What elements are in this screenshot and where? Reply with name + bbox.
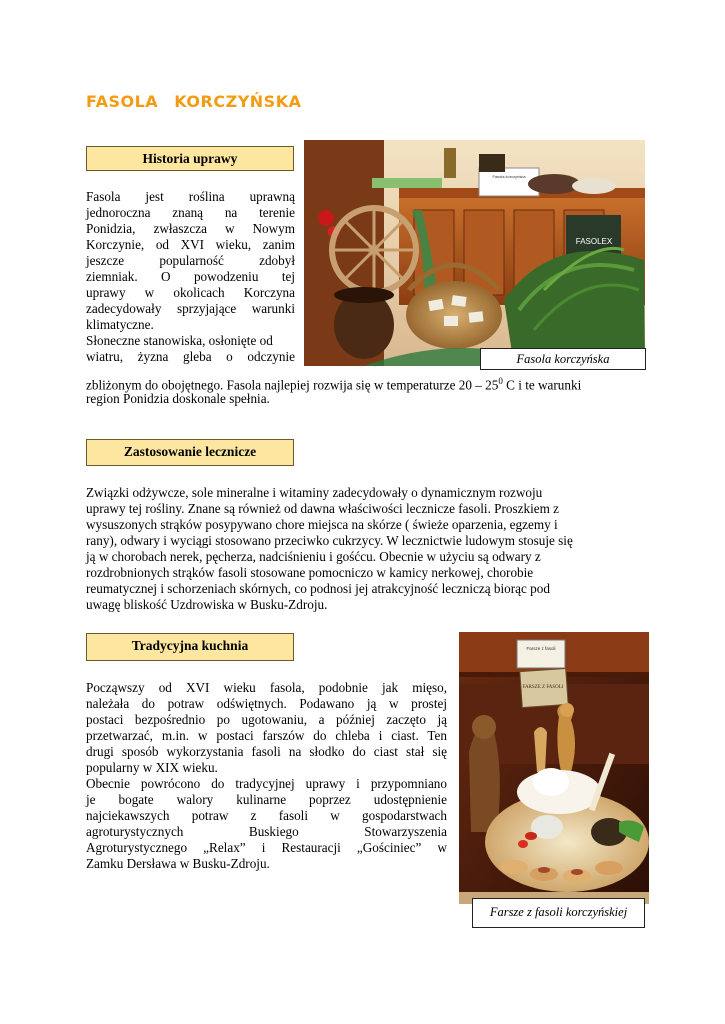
history-line: wiatru, żyzna gleba o odczynie	[86, 349, 295, 364]
section-heading-history	[86, 146, 294, 171]
photo1-label-sign: Fasola korczyńska	[492, 174, 526, 179]
medicine-paragraph	[86, 485, 646, 613]
medicine-line: uprawy tej rośliny. Znane są również od dawna właściwości lecznicze fasoli. Proszkiem z	[86, 501, 559, 516]
medicine-line: ją w chorobach nerek, pęcherza, nadciśnieniu i gośćcu. Obecnie w użyciu są odwary z	[86, 549, 541, 564]
photo1-label-fasolex: FASOLEX	[575, 237, 613, 246]
photo2-label-sign: FARSZE Z FASOLI	[522, 685, 564, 690]
page-title: FASOLA KORCZYŃSKA	[86, 92, 302, 111]
history-line: Korczynie, od XVI wieku, zanim	[86, 237, 295, 252]
cuisine-column	[86, 680, 447, 872]
medicine-line: Związki odżywcze, sole mineralne i witaminy zadecydowały o dynamicznym rozwoju	[86, 485, 543, 500]
history-line: jeszcze popularność zdobył	[86, 253, 295, 268]
history-last-line: region Ponidzia doskonale spełnia.	[86, 391, 270, 406]
history-line: Fasola jest roślina uprawną	[86, 189, 295, 204]
medicine-line: uwagę bliskość Uzdrowiska w Busku-Zdroju.	[86, 597, 328, 612]
section-heading-cuisine	[86, 633, 294, 661]
history-line: uprawy w okolicach Korczyna	[86, 285, 295, 300]
cuisine-line: popularny w XIX wieku.	[86, 760, 218, 775]
cuisine-line: drugi sposób wykorzystania fasoli na słodko do ciast stał się	[86, 744, 447, 759]
cuisine-line: przetwarzać, m.in. w postaci farszów do chleba i ciast. Ten	[86, 728, 447, 743]
degree-superscript: 0	[498, 376, 503, 386]
photo-fillings-image	[459, 632, 649, 904]
cuisine-line: należała do potraw odświętnych. Podawano ją w prostej	[86, 696, 447, 711]
medicine-line: wysuszonych strąków posypywano chore miejsca na skórze ( świeże oparzenia, egzemy i	[86, 517, 558, 532]
photo-beans-image	[304, 140, 645, 366]
cuisine-line: Obecnie powrócono do tradycyjnej uprawy i przypomniano	[86, 776, 447, 791]
section-heading-cuisine-label: Tradycyjna kuchnia	[131, 638, 249, 653]
history-full-line-pre: zbliżonym do obojętnego. Fasola najlepiej rozwija się w temperaturze 20 – 25	[86, 377, 499, 393]
history-line: Ponidzia, zwłaszcza w Nowym	[86, 221, 295, 236]
photo2-label-card: Farsze z fasoli	[526, 646, 556, 651]
cuisine-line: najciekawszych potraw z fasoli w gospodarstwach	[86, 808, 447, 823]
photo1-caption	[480, 348, 646, 370]
cuisine-line: je bogate walory kulinarne poprzez udostępnienie	[86, 792, 447, 807]
photo2-caption-text: Farsze z fasoli korczyńskiej	[489, 905, 628, 919]
history-line: Słoneczne stanowiska, osłonięte od	[86, 333, 273, 348]
photo2-caption	[472, 898, 645, 928]
history-line: zadecydowały sprzyjające warunki	[86, 301, 295, 316]
photo1-caption-text: Fasola korczyńska	[516, 352, 610, 366]
cuisine-line: Począwszy od XVI wieku fasola, podobnie jak mięso,	[86, 680, 447, 695]
history-column	[86, 189, 295, 365]
section-heading-history-label: Historia uprawy	[142, 151, 238, 166]
section-heading-medicine	[86, 439, 294, 466]
cuisine-line: Zamku Dersława w Busku-Zdroju.	[86, 856, 270, 871]
history-line: ziemniak. O powodzeniu tej	[86, 269, 295, 284]
history-line: klimatyczne.	[86, 317, 154, 332]
photo-beans-display	[304, 140, 645, 366]
history-line: jednoroczna znaną na terenie	[86, 205, 295, 220]
history-full-line-post: C i te warunki	[506, 377, 582, 393]
medicine-line: rany), odwary i wyciągi stosowano przeciwko cukrzycy. W lecznictwie ludowym stosuje się	[86, 533, 573, 548]
photo-bean-fillings	[459, 632, 649, 904]
section-heading-medicine-label: Zastosowanie lecznicze	[123, 444, 257, 459]
cuisine-line: postaci bezpośrednio po ugotowaniu, a później zaczęto ją	[86, 712, 447, 727]
medicine-line: reumatycznej i schorzeniach skórnych, co podnosi jej atrakcyjność leczniczą biorąc pod	[86, 581, 550, 596]
medicine-line: rozdrobnionych strąków fasoli stosowane pomocniczo w kamicy nerkowej, chorobie	[86, 565, 534, 580]
cuisine-line: agroturystycznych Buskiego Stowarzyszenia	[86, 824, 447, 839]
cuisine-line: Agroturystycznego „Relax” i Restauracji „Gościniec” w	[86, 840, 447, 855]
